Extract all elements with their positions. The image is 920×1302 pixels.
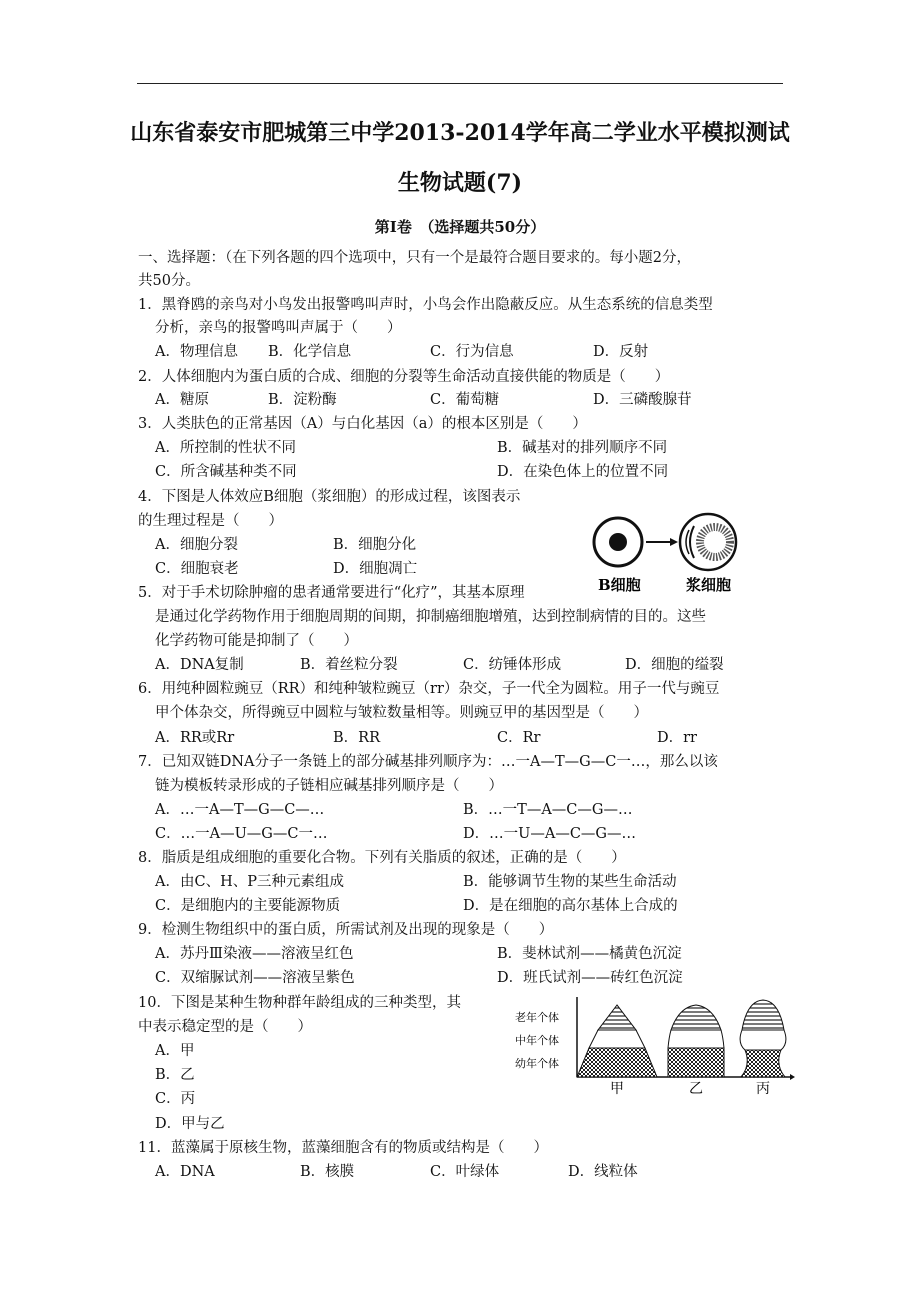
option: D．细胞的缢裂: [625, 657, 724, 673]
option: D．…一U—A—C—G—…: [463, 826, 636, 842]
question-stem: 甲个体杂交，所得豌豆中圆粒与皱粒数量相等。则豌豆甲的基因型是（ ）: [155, 705, 648, 721]
question-stem: 分析，亲鸟的报警鸣叫声属于（ ）: [155, 320, 402, 336]
option: C．所含碱基种类不同: [155, 464, 297, 480]
question-stem: 链为模板转录形成的子链相应碱基排列顺序是（ ）: [155, 778, 503, 794]
option: A．物理信息: [155, 344, 238, 360]
option: D．反射: [593, 344, 649, 360]
question-stem: 10．下图是某种生物种群年龄组成的三种类型，其: [138, 995, 461, 1011]
x-label-bing: 丙: [756, 1081, 770, 1095]
option: A．所控制的性状不同: [155, 440, 296, 456]
option: C．葡萄糖: [430, 392, 500, 408]
option: C．叶绿体: [430, 1164, 500, 1180]
option: A．DNA: [155, 1164, 215, 1180]
question-stem: 4．下图是人体效应B细胞（浆细胞）的形成过程，该图表示: [138, 489, 521, 505]
option: D．细胞凋亡: [333, 561, 418, 577]
option: A．…一A—T—G—C—…: [155, 802, 325, 818]
y-label-old: 老年个体: [515, 1011, 559, 1024]
option: C．…一A—U—G—C一…: [155, 826, 328, 842]
option: A．细胞分裂: [155, 537, 238, 553]
question-stem: 中表示稳定型的是（ ）: [138, 1019, 312, 1035]
option: A．RR或Rr: [155, 730, 235, 746]
option: B．斐林试剂——橘黄色沉淀: [497, 946, 682, 962]
question-stem: 11．蓝藻属于原核生物，蓝藻细胞含有的物质或结构是（ ）: [138, 1140, 548, 1156]
question-stem: 的生理过程是（ ）: [138, 513, 283, 529]
option: B．核膜: [300, 1164, 355, 1180]
question-stem: 5．对于手术切除肿瘤的患者通常要进行“化疗”，其基本原理: [138, 585, 525, 601]
question-stem: 3．人类肤色的正常基因（A）与白化基因（a）的根本区别是（ ）: [138, 416, 587, 432]
option: B．RR: [333, 730, 380, 746]
option: A．苏丹Ⅲ染液——溶液呈红色: [155, 946, 354, 962]
b-cell-label: B细胞: [598, 576, 641, 594]
option: C．丙: [155, 1091, 196, 1107]
option: C．细胞衰老: [155, 561, 239, 577]
section-heading: 第Ⅰ卷 （选择题共50分）: [374, 218, 546, 236]
option: B．细胞分化: [333, 537, 417, 553]
option: D．班氏试剂——砖红色沉淀: [497, 970, 683, 986]
option: B．乙: [155, 1067, 195, 1083]
option: D．在染色体上的位置不同: [497, 464, 669, 480]
page-subtitle: 生物试题(7): [397, 170, 523, 196]
option: B．着丝粒分裂: [300, 657, 398, 673]
option: A．甲: [155, 1043, 195, 1059]
page-title: 山东省泰安市肥城第三中学2013-2014学年高二学业水平模拟测试: [130, 120, 790, 146]
b-cell-differentiation-figure: [590, 500, 740, 600]
question-stem: 8．脂质是组成细胞的重要化合物。下列有关脂质的叙述，正确的是（ ）: [138, 850, 626, 866]
option: C．纺锤体形成: [463, 657, 562, 673]
option: B．碱基对的排列顺序不同: [497, 440, 668, 456]
y-label-young: 幼年个体: [515, 1057, 559, 1070]
question-stem: 9．检测生物组织中的蛋白质，所需试剂及出现的现象是（ ）: [138, 922, 554, 938]
option: D．三磷酸腺苷: [593, 392, 692, 408]
option: C．是细胞内的主要能源物质: [155, 898, 341, 914]
question-stem: 6．用纯种圆粒豌豆（RR）和纯种皱粒豌豆（rr）杂交，子一代全为圆粒。用子一代与豌豆: [138, 681, 720, 697]
x-label-yi: 乙: [689, 1081, 703, 1095]
option: D．是在细胞的高尔基体上合成的: [463, 898, 678, 914]
y-label-middle: 中年个体: [515, 1034, 559, 1047]
option: C．Rr: [497, 730, 541, 746]
question-stem: 是通过化学药物作用于细胞周期的间期，抑制癌细胞增殖，达到控制病情的目的。这些: [155, 609, 706, 625]
question-stem: 化学药物可能是抑制了（ ）: [155, 633, 358, 649]
option: C．双缩脲试剂——溶液呈紫色: [155, 970, 355, 986]
option: D．rr: [657, 730, 697, 746]
plasma-cell-label: 浆细胞: [686, 576, 732, 594]
option: A．糖原: [155, 392, 209, 408]
question-stem: 2．人体细胞内为蛋白质的合成、细胞的分裂等生命活动直接供能的物质是（ ）: [138, 369, 670, 385]
age-structure-figure: [505, 995, 795, 1095]
option: A．DNA复制: [155, 657, 244, 673]
option: D．甲与乙: [155, 1116, 225, 1132]
intro-line: 一、选择题：（在下列各题的四个选项中，只有一个是最符合题目要求的。每小题2分，: [138, 250, 691, 266]
option: B．能够调节生物的某些生命活动: [463, 874, 677, 890]
option: C．行为信息: [430, 344, 514, 360]
intro-line: 共50分。: [138, 273, 200, 289]
option: B．淀粉酶: [268, 392, 337, 408]
header-rule: [137, 83, 783, 84]
question-stem: 1．黑脊鸥的亲鸟对小鸟发出报警鸣叫声时，小鸟会作出隐蔽反应。从生态系统的信息类型: [138, 297, 713, 313]
option: D．线粒体: [568, 1164, 638, 1180]
x-label-jia: 甲: [610, 1081, 624, 1095]
question-stem: 7．已知双链DNA分子一条链上的部分碱基排列顺序为：…一A—T—G—C一…，那么以该: [138, 754, 718, 770]
option: B．化学信息: [268, 344, 352, 360]
option: B．…一T—A—C—G—…: [463, 802, 633, 818]
option: A．由C、H、P三种元素组成: [155, 874, 344, 890]
